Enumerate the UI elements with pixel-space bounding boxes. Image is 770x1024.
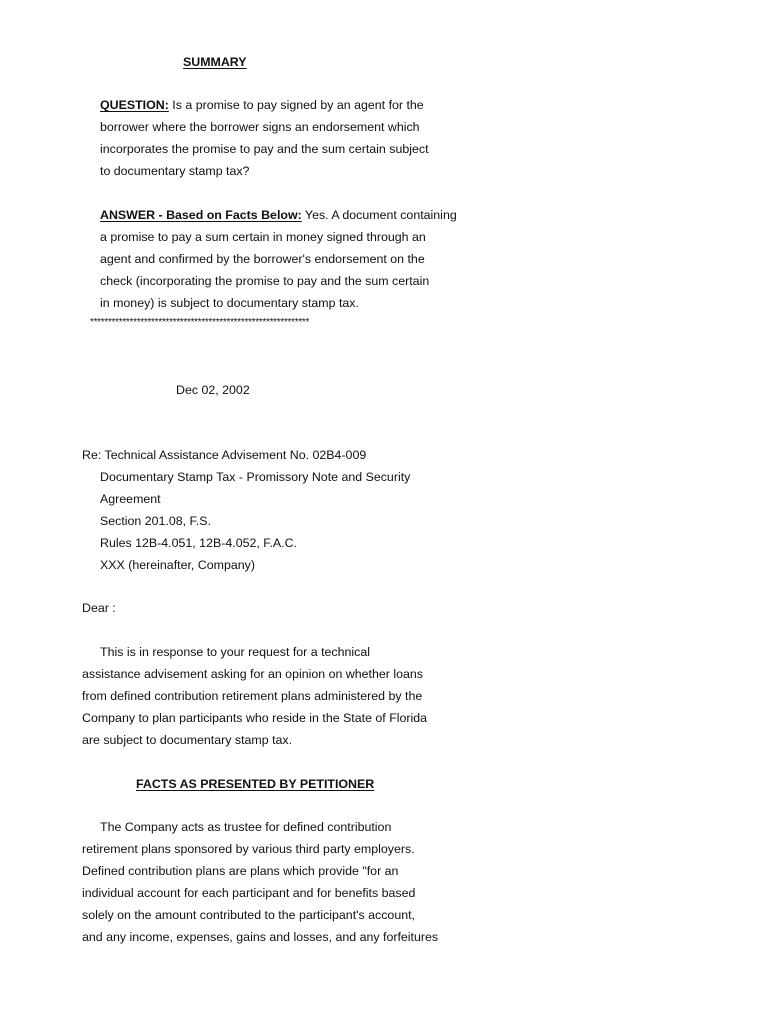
facts-line: and any income, expenses, gains and losses, and any forfeitures bbox=[82, 930, 439, 944]
summary-heading: SUMMARY bbox=[183, 55, 247, 69]
letter-date: Dec 02, 2002 bbox=[176, 383, 250, 397]
answer-label: ANSWER - Based on Facts Below: bbox=[100, 208, 302, 222]
question-label: QUESTION: bbox=[100, 98, 169, 112]
question-text: Is a promise to pay signed by an agent for the bbox=[168, 98, 424, 112]
answer-line: a promise to pay a sum certain in money signed through an bbox=[100, 230, 426, 244]
facts-line: retirement plans sponsored by various third party employers. bbox=[82, 842, 415, 856]
re-line: Re: Technical Assistance Advisement No. 02B4-009 bbox=[82, 448, 367, 462]
salutation: Dear : bbox=[82, 601, 116, 615]
facts-line: solely on the amount contributed to the participant's account, bbox=[82, 908, 415, 922]
separator-line: ************************************************************* bbox=[90, 317, 310, 328]
re-line: Agreement bbox=[100, 492, 161, 506]
answer-line: check (incorporating the promise to pay and the sum certain bbox=[100, 274, 430, 288]
answer-line: agent and confirmed by the borrower's endorsement on the bbox=[100, 252, 425, 266]
question-line: to documentary stamp tax? bbox=[100, 164, 250, 178]
re-line: XXX (hereinafter, Company) bbox=[100, 558, 255, 572]
intro-line: from defined contribution retirement plans administered by the bbox=[82, 689, 423, 703]
intro-line: are subject to documentary stamp tax. bbox=[82, 733, 293, 747]
question-line bbox=[100, 97, 424, 113]
question-line: incorporates the promise to pay and the sum certain subject bbox=[100, 142, 429, 156]
facts-line: The Company acts as trustee for defined contribution bbox=[100, 820, 392, 834]
answer-text: Yes. A document containing bbox=[301, 208, 457, 222]
intro-line: This is in response to your request for a technical bbox=[100, 645, 370, 659]
facts-line: individual account for each participant and for benefits based bbox=[82, 886, 416, 900]
facts-heading: FACTS AS PRESENTED BY PETITIONER bbox=[136, 777, 375, 791]
re-line: Rules 12B-4.051, 12B-4.052, F.A.C. bbox=[100, 536, 297, 550]
re-line: Section 201.08, F.S. bbox=[100, 514, 211, 528]
intro-line: assistance advisement asking for an opinion on whether loans bbox=[82, 667, 423, 681]
facts-line: Defined contribution plans are plans which provide "for an bbox=[82, 864, 399, 878]
intro-line: Company to plan participants who reside in the State of Florida bbox=[82, 711, 428, 725]
answer-line bbox=[100, 207, 457, 223]
answer-line: in money) is subject to documentary stamp tax. bbox=[100, 296, 359, 310]
question-line: borrower where the borrower signs an endorsement which bbox=[100, 120, 420, 134]
re-line: Documentary Stamp Tax - Promissory Note and Security bbox=[100, 470, 411, 484]
